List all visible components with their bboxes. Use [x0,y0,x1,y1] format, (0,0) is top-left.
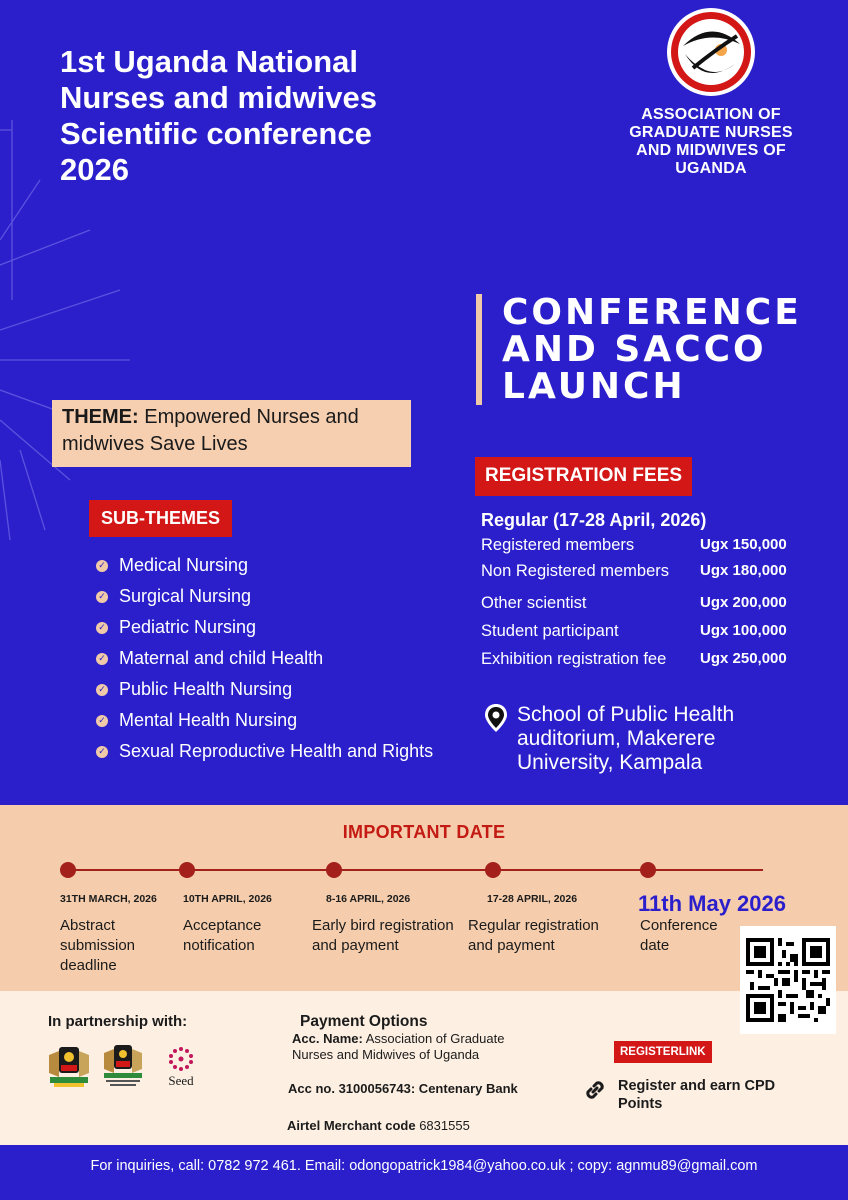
check-icon: ✓ [96,591,108,603]
venue-line: auditorium, Makerere [517,727,716,750]
sub-theme-label: Medical Nursing [119,555,249,575]
check-icon: ✓ [96,653,108,665]
venue-text [517,703,734,775]
milestone-date: 10TH APRIL, 2026 [183,893,272,905]
footer [0,1145,848,1200]
venue [483,703,803,775]
account-number: Acc no. 3100056743: Centenary Bank [288,1081,518,1096]
sub-theme-item [96,643,433,674]
org-line: ASSOCIATION OF [641,106,781,123]
airtel-code: 6831555 [415,1118,470,1133]
sub-theme-label: Mental Health Nursing [119,710,298,730]
timeline-line [67,869,763,871]
milestone-desc [640,916,718,956]
fee-name: Registered members [481,536,635,554]
milestone-desc-line: Abstract [60,917,116,934]
milestone-desc-line: notification [183,937,255,954]
seed-logo-icon [156,1043,206,1089]
venue-line: School of Public Health [517,703,735,726]
sub-theme-label: Surgical Nursing [119,586,252,606]
fee-row [481,594,811,618]
theme-label: THEME: [62,406,139,428]
sub-theme-label: Public Health Nursing [119,679,293,699]
uganda-coat-of-arms-icon [44,1043,94,1089]
important-dates-title: IMPORTANT DATE [342,822,506,842]
milestone-desc-line: Early bird registration [312,917,454,934]
milestone-desc-line: and payment [312,937,399,954]
sub-theme-item [96,674,433,705]
title-line: 2026 [60,152,129,187]
milestone-desc-line: deadline [60,957,117,974]
milestone-date: 17-28 APRIL, 2026 [487,893,578,905]
fee-row [481,622,811,646]
org-line: AND MIDWIVES OF [636,142,786,159]
register-cpd-link[interactable] [582,1077,798,1113]
org-line: GRADUATE NURSES [629,124,793,141]
fee-amount: Ugx 200,000 [700,594,787,611]
account-name-value: Association of Graduate Nurses and Midwives of Uganda [292,1031,505,1062]
seed-logo-text: Seed [168,1073,194,1088]
link-icon [582,1077,608,1103]
milestone-desc-line: and payment [468,937,555,954]
org-line: UGANDA [675,160,747,177]
fee-name: Exhibition registration fee [481,650,667,668]
launch-line: AND SACCO [502,329,767,370]
sub-themes-label: SUB-THEMES [89,500,232,537]
contact-info: For inquiries, call: 0782 972 461. Email: odongopatrick1984@yahoo.co.uk ; copy: agnmu89@gmail.com [90,1158,758,1174]
milestone-desc [183,916,261,956]
important-dates-section [0,805,848,991]
account-name [292,1031,547,1063]
payment-options-title: Payment Options [300,1013,428,1030]
milestone-desc-line: date [640,937,670,954]
partnership-label: In partnership with: [48,1013,188,1030]
partners-payment-section [0,991,848,1145]
launch-line: CONFERENCE [502,292,802,333]
title-line: 1st Uganda National [60,44,358,79]
check-icon: ✓ [96,622,108,634]
sub-theme-item [96,612,433,643]
conference-launch-heading [476,294,826,405]
milestone-desc-line: Acceptance [183,917,262,934]
ministry-of-health-seal-icon [98,1043,148,1089]
qr-code-icon[interactable] [740,926,836,1034]
check-icon: ✓ [96,684,108,696]
airtel-merchant [287,1118,470,1133]
milestone-desc [312,916,454,956]
register-link-button[interactable]: REGISTERLINK [614,1041,712,1063]
milestone-desc-line: Conference [640,917,718,934]
milestone-desc [468,916,599,956]
sub-theme-label: Maternal and child Health [119,648,324,668]
sub-themes-list [96,550,433,767]
milestone-date: 8-16 APRIL, 2026 [326,893,411,905]
check-icon: ✓ [96,715,108,727]
theme-text: Empowered Nurses and midwives Save Lives [62,406,359,455]
timeline-dot [640,862,656,878]
fee-amount: Ugx 250,000 [700,650,787,667]
timeline-dot [485,862,501,878]
sub-theme-item [96,581,433,612]
check-icon: ✓ [96,560,108,572]
milestone-desc-line: Regular registration [468,917,599,934]
fee-amount: Ugx 180,000 [700,562,787,579]
check-icon: ✓ [96,746,108,758]
fee-row [481,650,811,674]
airtel-label: Airtel Merchant code [287,1118,416,1133]
association-logo-icon [665,6,757,98]
sub-theme-label: Pediatric Nursing [119,617,257,637]
organization-name [608,106,814,178]
organization-brand [608,6,814,178]
fee-row [481,536,811,560]
milestone-desc [60,916,135,976]
location-pin-icon [483,703,509,733]
fee-name: Student participant [481,622,619,640]
milestone-date: 31TH MARCH, 2026 [60,893,157,905]
fee-amount: Ugx 100,000 [700,622,787,639]
conference-date: 11th May 2026 [638,891,786,916]
timeline-dot [326,862,342,878]
register-cpd-text: Register and earn CPD Points [618,1078,776,1112]
sub-theme-item [96,736,433,767]
sub-theme-label: Sexual Reproductive Health and Rights [119,741,434,761]
launch-line: LAUNCH [502,366,686,407]
registration-fees-label: REGISTRATION FEES [475,457,692,496]
title-line: Scientific conference [60,116,372,151]
fee-name: Other scientist [481,594,587,612]
fee-amount: Ugx 150,000 [700,536,787,553]
venue-line: University, Kampala [517,751,703,774]
conference-title [60,44,460,188]
fee-name: Non Registered members [481,562,669,580]
title-line: Nurses and midwives [60,80,378,115]
account-name-label: Acc. Name: [292,1031,363,1046]
milestone-desc-line: submission [60,937,136,954]
fee-row [481,562,811,586]
sub-theme-item [96,550,433,581]
theme-box [52,400,411,467]
sub-theme-item [96,705,433,736]
timeline-dot [60,862,76,878]
timeline-dot [179,862,195,878]
regular-period: Regular (17-28 April, 2026) [481,510,707,530]
